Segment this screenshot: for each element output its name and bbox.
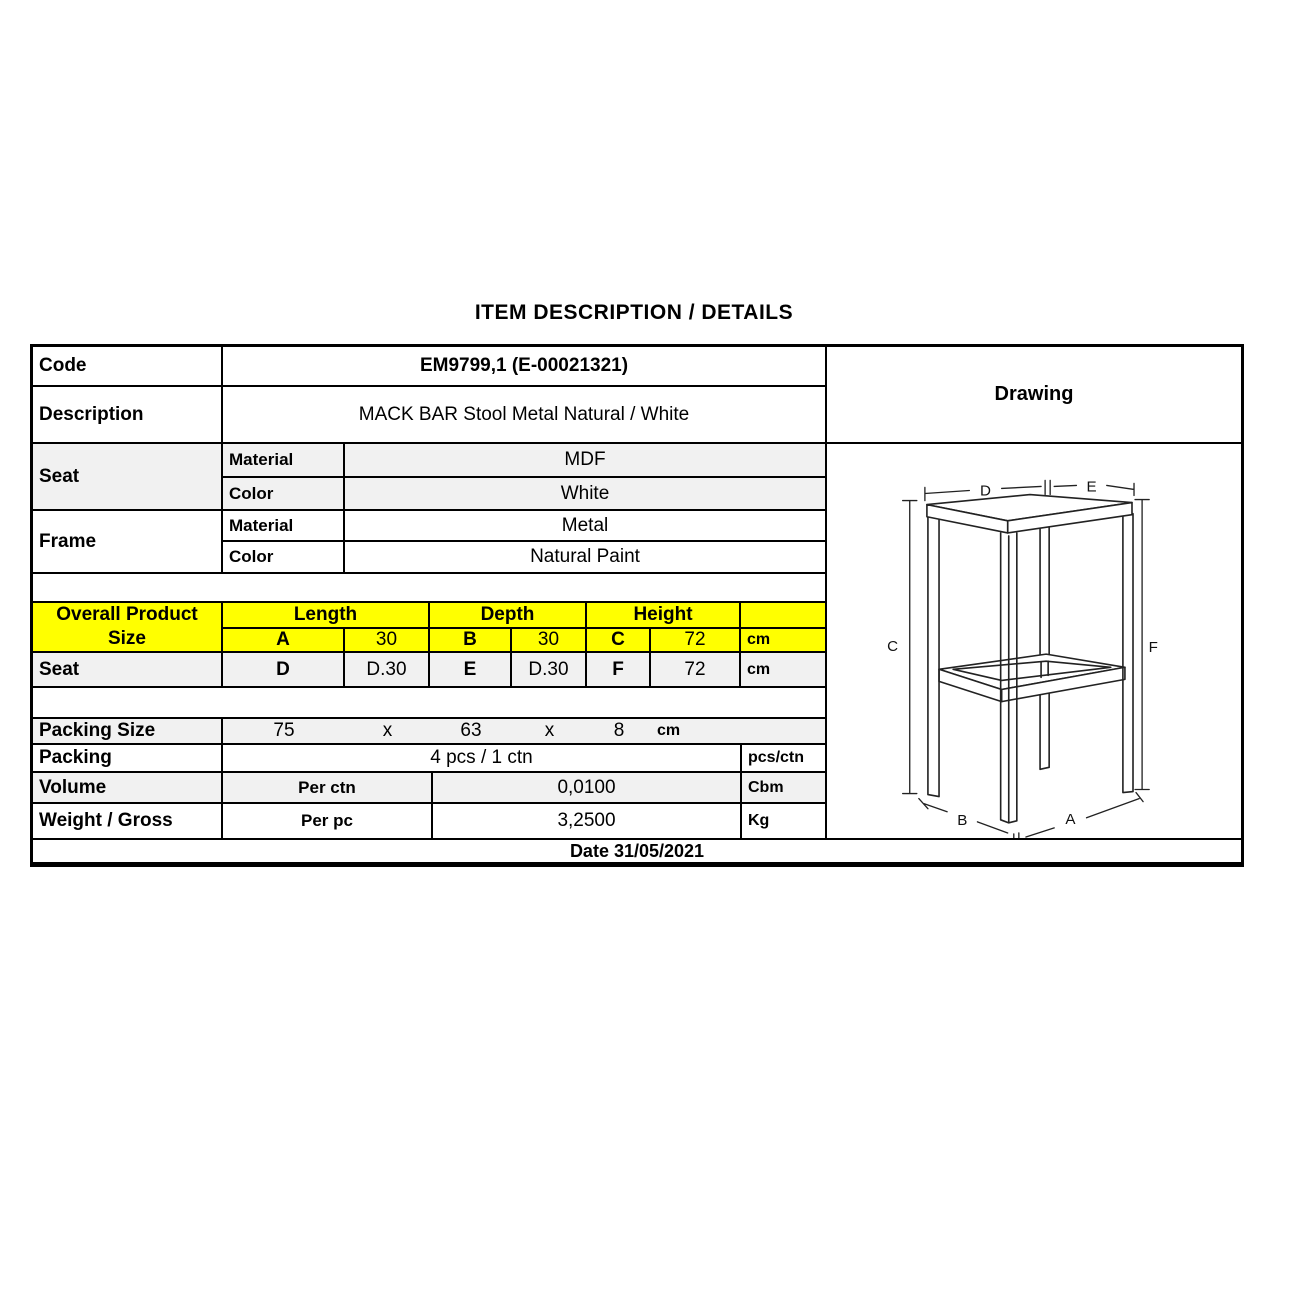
stool-left-leg <box>928 517 939 797</box>
code-value: EM9799,1 (E-00021321) <box>419 355 629 376</box>
dim-line-b <box>919 799 1019 838</box>
size-header-row <box>223 603 825 629</box>
packing-size-row <box>33 719 825 745</box>
packing-size-unit: cm <box>657 722 681 739</box>
frame-color-label: Color <box>223 542 345 572</box>
spec-table-left <box>33 347 827 838</box>
dim-label-a: A <box>1065 810 1076 828</box>
seat-color-row <box>223 478 825 509</box>
spec-table <box>30 344 1244 867</box>
description-label: Description <box>33 387 223 442</box>
height-header: Height <box>587 603 741 627</box>
packing-size-length: 75 <box>273 720 295 741</box>
overall-size-row <box>223 629 825 651</box>
packing-unit: pcs/ctn <box>748 749 805 766</box>
dim-value-c: 72 <box>651 629 741 651</box>
dim-line-a <box>1026 793 1143 837</box>
frame-section <box>33 511 825 574</box>
packing-size-x2: x <box>544 720 555 741</box>
frame-material-value: Metal <box>561 514 609 536</box>
packing-size-depth: 63 <box>460 720 482 741</box>
page-title: ITEM DESCRIPTION / DETAILS <box>474 301 794 324</box>
volume-unit: Cbm <box>748 778 784 796</box>
size-header-unit-cell <box>741 603 825 627</box>
seat-section-label: Seat <box>33 444 223 509</box>
description-value: MACK BAR Stool Metal Natural / White <box>358 403 690 425</box>
frame-color-value: Natural Paint <box>530 546 640 567</box>
weight-value: 3,2500 <box>433 804 742 838</box>
packing-row <box>33 745 825 773</box>
frame-material-label: Material <box>223 511 345 540</box>
volume-row <box>33 773 825 804</box>
dim-label-d: D <box>980 482 991 500</box>
seat-size-label: Seat <box>33 653 223 686</box>
length-header: Length <box>223 603 430 627</box>
dim-label-b: B <box>957 811 968 829</box>
date-value: Date 31/05/2021 <box>569 840 705 861</box>
packing-value: 4 pcs / 1 ctn <box>223 745 742 771</box>
dim-key-f: F <box>587 653 651 686</box>
weight-unit: Kg <box>748 812 770 829</box>
stool-drawing <box>827 444 1241 838</box>
table-main <box>33 347 1241 838</box>
dim-value-a: 30 <box>345 629 430 651</box>
dim-value-d: D.30 <box>345 653 430 686</box>
dim-label-f: F <box>1148 639 1158 657</box>
packing-size-height: 8 <box>613 720 625 741</box>
dim-label-c: C <box>887 638 899 656</box>
packing-size-label: Packing Size <box>33 719 223 743</box>
seat-material-value: MDF <box>564 449 606 470</box>
seat-section <box>33 444 825 511</box>
dim-key-a: A <box>223 629 345 651</box>
seat-color-label: Color <box>223 478 345 509</box>
dim-label-e: E <box>1086 478 1097 496</box>
weight-label: Weight / Gross <box>33 804 223 838</box>
dim-value-f: 72 <box>651 653 741 686</box>
dim-key-b: B <box>430 629 512 651</box>
packing-label: Packing <box>33 745 223 771</box>
weight-basis: Per pc <box>223 804 433 838</box>
date-row <box>33 838 1241 862</box>
drawing-header: Drawing <box>827 347 1241 444</box>
spacer-row <box>33 688 825 719</box>
dim-line-center-tick <box>1045 480 1050 494</box>
dim-key-d: D <box>223 653 345 686</box>
volume-label: Volume <box>33 773 223 802</box>
overall-size-unit: cm <box>747 631 771 648</box>
code-row <box>33 347 825 387</box>
weight-row <box>33 804 825 838</box>
seat-size-unit: cm <box>747 660 771 678</box>
drawing-body <box>827 444 1241 838</box>
overall-size-label: Overall Product Size <box>33 603 223 651</box>
depth-header: Depth <box>430 603 587 627</box>
dim-value-b: 30 <box>512 629 587 651</box>
seat-size-row <box>33 653 825 688</box>
volume-value: 0,0100 <box>433 773 742 802</box>
stool-back-leg <box>1040 527 1049 769</box>
dim-line-f <box>1135 500 1149 790</box>
dim-line-c <box>903 501 917 794</box>
overall-size-section <box>33 603 825 653</box>
dim-key-c: C <box>587 629 651 651</box>
seat-material-row <box>223 444 825 478</box>
spacer-row <box>33 574 825 603</box>
drawing-column <box>827 347 1241 838</box>
frame-section-label: Frame <box>33 511 223 572</box>
volume-basis: Per ctn <box>223 773 433 802</box>
description-row <box>33 387 825 444</box>
frame-material-row <box>223 511 825 542</box>
dim-value-e: D.30 <box>512 653 587 686</box>
code-label: Code <box>33 347 223 385</box>
packing-size-x1: x <box>382 720 393 741</box>
seat-material-label: Material <box>223 444 345 476</box>
dim-key-e: E <box>430 653 512 686</box>
frame-color-row <box>223 542 825 572</box>
seat-color-value: White <box>560 482 610 504</box>
stool-right-leg <box>1123 514 1133 793</box>
